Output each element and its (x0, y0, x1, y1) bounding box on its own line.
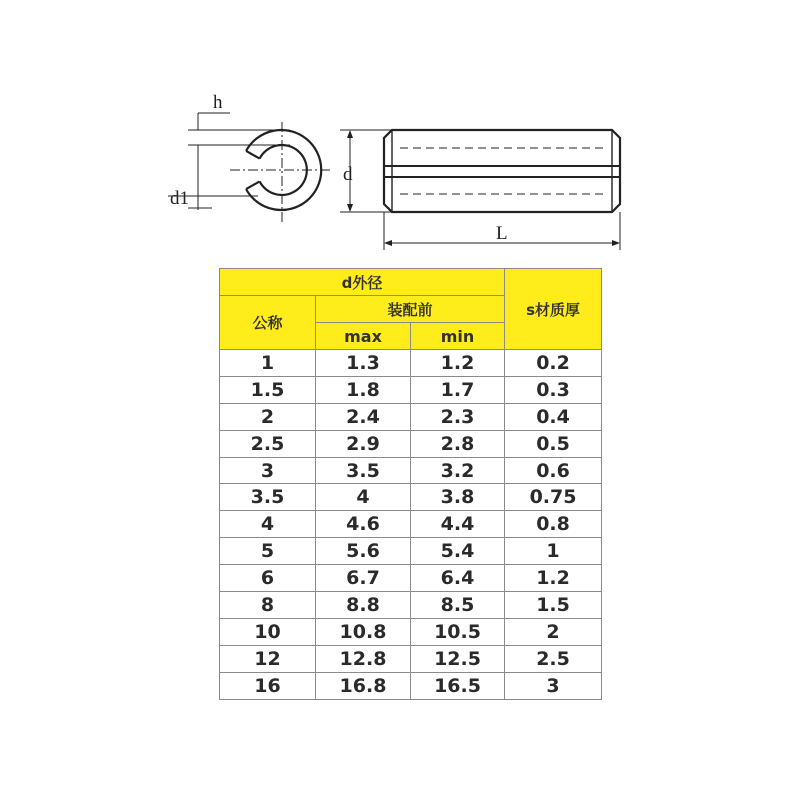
min-cell: 1.7 (411, 376, 505, 403)
max-cell: 2.4 (316, 403, 411, 430)
nominal-cell: 6 (220, 565, 316, 592)
nominal-cell: 3 (220, 457, 316, 484)
nominal-cell: 1.5 (220, 376, 316, 403)
h-dimension (188, 113, 290, 158)
min-cell: 3.8 (411, 484, 505, 511)
max-cell: 3.5 (316, 457, 411, 484)
min-cell: 4.4 (411, 511, 505, 538)
outer-diameter-header: d外径 (220, 269, 505, 296)
min-cell: 3.2 (411, 457, 505, 484)
max-cell: 12.8 (316, 645, 411, 672)
min-cell: 2.3 (411, 403, 505, 430)
nominal-cell: 2 (220, 403, 316, 430)
max-cell: 2.9 (316, 430, 411, 457)
end-view (230, 122, 330, 222)
min-cell: 10.5 (411, 618, 505, 645)
thickness-cell: 0.8 (505, 511, 602, 538)
min-cell: 5.4 (411, 538, 505, 565)
max-cell: 6.7 (316, 565, 411, 592)
max-cell: 10.8 (316, 618, 411, 645)
L-label: L (496, 223, 508, 244)
pre-assembly-header: 装配前 (316, 296, 505, 323)
table-row (220, 403, 602, 430)
nominal-cell: 10 (220, 618, 316, 645)
nominal-cell: 2.5 (220, 430, 316, 457)
max-header: max (316, 323, 411, 350)
thickness-cell: 0.3 (505, 376, 602, 403)
table-row (220, 457, 602, 484)
min-cell: 2.8 (411, 430, 505, 457)
table-row (220, 350, 602, 377)
table-row (220, 672, 602, 699)
nominal-cell: 5 (220, 538, 316, 565)
nominal-cell: 12 (220, 645, 316, 672)
h-label: h (213, 92, 223, 113)
nominal-cell: 3.5 (220, 484, 316, 511)
thickness-cell: 0.5 (505, 430, 602, 457)
max-cell: 4.6 (316, 511, 411, 538)
max-cell: 16.8 (316, 672, 411, 699)
thickness-cell: 2 (505, 618, 602, 645)
nominal-header: 公称 (220, 296, 316, 350)
spring-pin-drawing (0, 0, 800, 260)
thickness-cell: 0.4 (505, 403, 602, 430)
table-row (220, 376, 602, 403)
max-cell: 8.8 (316, 592, 411, 619)
table-row (220, 592, 602, 619)
nominal-cell: 8 (220, 592, 316, 619)
max-cell: 1.3 (316, 350, 411, 377)
nominal-cell: 16 (220, 672, 316, 699)
table-row (220, 484, 602, 511)
d-label: d (343, 164, 353, 185)
table-row (220, 645, 602, 672)
thickness-cell: 0.6 (505, 457, 602, 484)
thickness-cell: 0.2 (505, 350, 602, 377)
thickness-cell: 2.5 (505, 645, 602, 672)
d1-label: d1 (170, 188, 189, 209)
nominal-cell: 1 (220, 350, 316, 377)
thickness-cell: 0.75 (505, 484, 602, 511)
min-header: min (411, 323, 505, 350)
min-cell: 12.5 (411, 645, 505, 672)
table-body (220, 350, 602, 700)
table-row (220, 565, 602, 592)
side-view (340, 130, 620, 250)
nominal-cell: 4 (220, 511, 316, 538)
min-cell: 16.5 (411, 672, 505, 699)
table-row (220, 430, 602, 457)
table-row (220, 538, 602, 565)
dimension-table (219, 268, 602, 700)
min-cell: 6.4 (411, 565, 505, 592)
table-row (220, 618, 602, 645)
table-row (220, 511, 602, 538)
thickness-cell: 1 (505, 538, 602, 565)
thickness-cell: 1.5 (505, 592, 602, 619)
min-cell: 1.2 (411, 350, 505, 377)
max-cell: 5.6 (316, 538, 411, 565)
max-cell: 4 (316, 484, 411, 511)
min-cell: 8.5 (411, 592, 505, 619)
thickness-cell: 1.2 (505, 565, 602, 592)
max-cell: 1.8 (316, 376, 411, 403)
thickness-cell: 3 (505, 672, 602, 699)
thickness-header: s材质厚 (505, 269, 602, 350)
